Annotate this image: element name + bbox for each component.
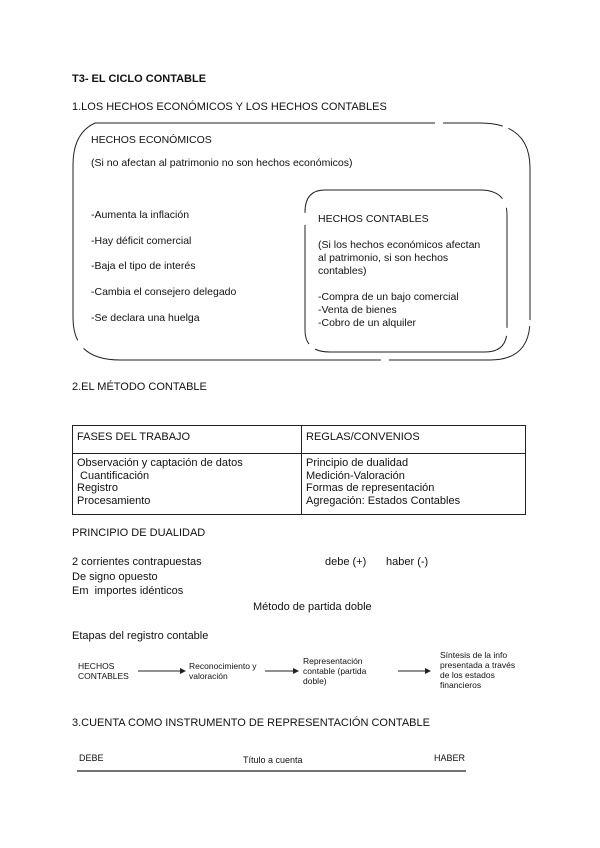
haber-label: haber (-) <box>386 556 429 568</box>
section3-heading: 3.CUENTA COMO INSTRUMENTO DE REPRESENTACIÓN CONTABLE <box>72 717 430 729</box>
etapa-line: HECHOS <box>78 661 115 671</box>
cuenta-debe: DEBE <box>79 753 104 763</box>
fases-table <box>72 425 526 515</box>
section2-heading: 2.EL MÉTODO CONTABLE <box>72 381 207 393</box>
etapa-line: contable (partida <box>303 666 367 676</box>
economicos-item: -Baja el tipo de interés <box>91 260 196 272</box>
contables-note-line: al patrimonio, si son hechos <box>318 252 449 264</box>
fases-cell <box>73 454 302 515</box>
reglas-line: Medición-Valoración <box>306 469 405 482</box>
table-row <box>73 454 526 515</box>
section1-heading: 1.LOS HECHOS ECONÓMICOS Y LOS HECHOS CONTABLES <box>72 101 387 113</box>
dualidad-line: Em importes idénticos <box>72 585 184 597</box>
contables-note-line: (Si los hechos económicos afectan <box>318 239 481 251</box>
contables-item: -Cobro de un alquiler <box>318 317 417 329</box>
etapa-line: CONTABLES <box>78 671 129 681</box>
dualidad-line: De signo opuesto <box>72 571 158 583</box>
etapa-line: presentada a través <box>440 660 516 670</box>
reglas-line: Agregación: Estados Contables <box>306 494 461 507</box>
document-title: T3- EL CICLO CONTABLE <box>72 73 207 85</box>
contables-note-line: contables) <box>318 265 367 277</box>
contables-title: HECHOS CONTABLES <box>318 213 429 225</box>
debe-label: debe (+) <box>325 556 367 568</box>
economicos-item: -Cambia el consejero delegado <box>91 286 237 298</box>
fases-line: Cuantificación <box>77 469 150 482</box>
etapa-line: de los estados <box>440 670 495 680</box>
etapa-representacion <box>303 656 366 686</box>
reglas-line: Principio de dualidad <box>306 457 409 469</box>
table-header-cell: FASES DEL TRABAJO <box>73 426 302 454</box>
economicos-item: -Se declara una huelga <box>91 312 200 324</box>
metodo-label: Método de partida doble <box>253 601 372 613</box>
etapa-reconocimiento <box>189 661 257 681</box>
etapa-line: doble) <box>303 676 327 686</box>
economicos-title: HECHOS ECONÓMICOS <box>91 134 212 146</box>
reglas-cell <box>302 454 526 515</box>
contables-item: -Venta de bienes <box>318 304 397 316</box>
etapa-hechos <box>78 661 129 681</box>
economicos-item: -Aumenta la inflación <box>91 209 190 221</box>
table-header-row <box>73 426 526 454</box>
fases-line: Observación y captación de datos <box>77 457 243 469</box>
arrow-3-head <box>425 668 431 674</box>
arrow-1-head <box>180 668 186 674</box>
table-header-cell: REGLAS/CONVENIOS <box>302 426 526 454</box>
contables-item: -Compra de un bajo comercial <box>318 291 459 303</box>
cuenta-haber: HABER <box>434 753 466 763</box>
etapa-sintesis <box>440 650 515 690</box>
fases-line: Procesamiento <box>77 494 151 507</box>
economicos-item: -Hay déficit comercial <box>91 235 192 247</box>
dualidad-heading: PRINCIPIO DE DUALIDAD <box>72 527 206 539</box>
arrow-2-head <box>293 668 299 674</box>
reglas-line: Formas de representación <box>306 482 435 494</box>
dualidad-line: 2 corrientes contrapuestas <box>72 556 202 568</box>
etapa-line: valoración <box>189 671 228 681</box>
economicos-note: (Si no afectan al patrimonio no son hechos económicos) <box>91 157 353 169</box>
etapa-line: financieros <box>440 680 482 690</box>
fases-line: Registro <box>77 482 118 494</box>
etapa-line: Reconocimiento y <box>189 661 257 671</box>
cuenta-titulo: Título a cuenta <box>243 755 303 765</box>
etapa-line: Síntesis de la info <box>440 650 508 660</box>
etapa-line: Representación <box>303 656 363 666</box>
etapas-heading: Etapas del registro contable <box>72 630 209 642</box>
